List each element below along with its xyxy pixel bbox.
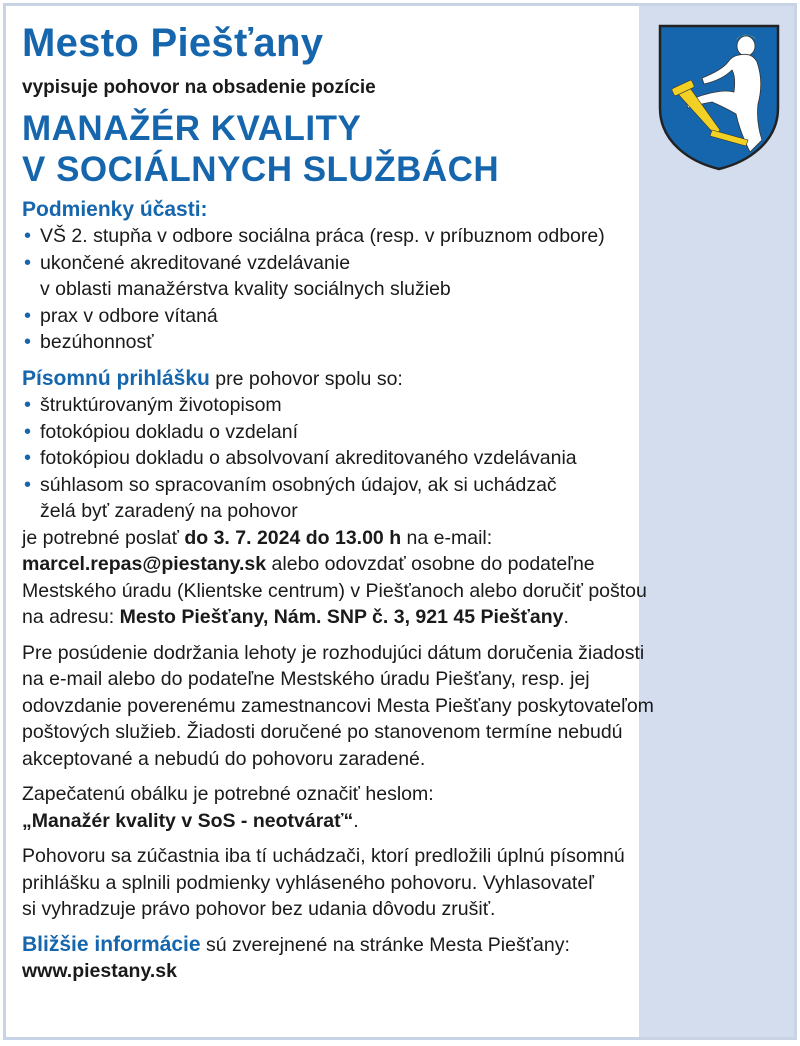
city-title: Mesto Piešťany [22, 21, 324, 65]
list-item [22, 445, 722, 472]
address-pre: na adresu: [22, 606, 120, 628]
position-title-line1: MANAŽÉR KVALITY [22, 109, 362, 148]
website-link[interactable]: www.piestany.sk [22, 960, 177, 982]
more-info [22, 932, 722, 985]
list-item [22, 392, 722, 419]
job-posting [3, 3, 797, 1040]
list-item-text: súhlasom so spracovaním osobných údajov, ak si uchádzač [40, 473, 557, 496]
paragraph-line: Pre posúdenie dodržania lehoty je rozhodujúci dátum doručenia žiadosti [22, 641, 645, 664]
deadline-post: na e-mail: [401, 526, 493, 549]
participation-note [22, 843, 722, 923]
deadline-note [22, 640, 722, 773]
paragraph-line: akceptované a nebudú do pohovoru zaradené. [22, 747, 426, 770]
paragraph-line: na e-mail alebo do podateľne Mestského úradu Piešťany, resp. jej [22, 668, 590, 690]
application-heading-rest: pre pohovor spolu so: [209, 367, 403, 390]
more-info-heading: Bližšie informácie [22, 932, 201, 956]
list-item-text: ukončené akreditované vzdelávanie [40, 251, 351, 274]
postal-address: Mesto Piešťany, Nám. SNP č. 3, 921 45 Piešťany [119, 606, 564, 628]
list-item-text: želá byť zaradený na pohovor [40, 500, 298, 522]
paragraph-line: Zapečatenú obálku je potrebné označiť heslom: [22, 783, 434, 805]
application-heading: Písomnú prihlášku [22, 366, 210, 390]
list-item-text: fotokópiou dokladu o absolvovaní akreditovaného vzdelávania [40, 447, 577, 469]
slogan-post: . [353, 809, 359, 832]
address-line [22, 604, 722, 631]
application-intro [22, 366, 722, 393]
list-item-text: VŠ 2. stupňa v odbore sociálna práca (resp. v príbuznom odbore) [40, 225, 605, 247]
position-title-line2: V SOCIÁLNYCH SLUŽBÁCH [22, 150, 500, 189]
email-line [22, 551, 722, 578]
list-item [22, 223, 722, 250]
paragraph-line: poštových služieb. Žiadosti doručené po stanovenom termíne nebudú [22, 721, 623, 743]
list-item-text: v oblasti manažérstva kvality sociálnych služieb [40, 278, 451, 300]
paragraph-line: odovzdanie poverenému zamestnancovi Mesta Piešťany poskytovateľom [22, 694, 654, 717]
subtitle: vypisuje pohovor na obsadenie pozície [22, 77, 376, 98]
content [22, 20, 722, 985]
paragraph-line: prihlášku a splnili podmienky vyhláseného pohovoru. Vyhlasovateľ [22, 871, 594, 894]
list-item-text: štruktúrovaným životopisom [40, 394, 282, 416]
list-item [22, 250, 722, 303]
paragraph-line: Pohovoru sa zúčastnia iba tí uchádzači, ktorí predložili úplnú písomnú [22, 845, 625, 867]
email-post: alebo odovzdať osobne do podateľne [266, 553, 595, 575]
conditions-heading: Podmienky účasti: [22, 198, 208, 221]
deadline-line [22, 525, 722, 552]
conditions-list [22, 223, 722, 356]
envelope-slogan-line [22, 808, 722, 835]
position-title [22, 108, 722, 190]
email-address[interactable]: marcel.repas@piestany.sk [22, 553, 267, 575]
list-item-text: fotokópiou dokladu o vzdelaní [40, 420, 299, 443]
office-line: Mestského úradu (Klientske centrum) v Piešťanoch alebo doručiť poštou [22, 579, 647, 602]
application-list [22, 392, 722, 525]
paragraph-line: si vyhradzuje právo pohovor bez udania dôvodu zrušiť. [22, 898, 496, 920]
envelope-note [22, 781, 722, 834]
envelope-slogan: „Manažér kvality v SoS - neotvárať“ [22, 809, 354, 832]
list-item-text: bezúhonnosť [40, 331, 154, 353]
more-info-line [22, 932, 722, 959]
more-info-rest: sú zverejnené na stránke Mesta Piešťany: [200, 933, 570, 956]
list-item [22, 419, 722, 446]
address-post: . [563, 606, 569, 628]
list-item [22, 303, 722, 330]
list-item [22, 329, 722, 356]
list-item-text: prax v odbore vítaná [40, 304, 218, 327]
list-item [22, 472, 722, 525]
deadline: do 3. 7. 2024 do 13.00 h [184, 526, 402, 549]
deadline-pre: je potrebné poslať [22, 526, 185, 549]
